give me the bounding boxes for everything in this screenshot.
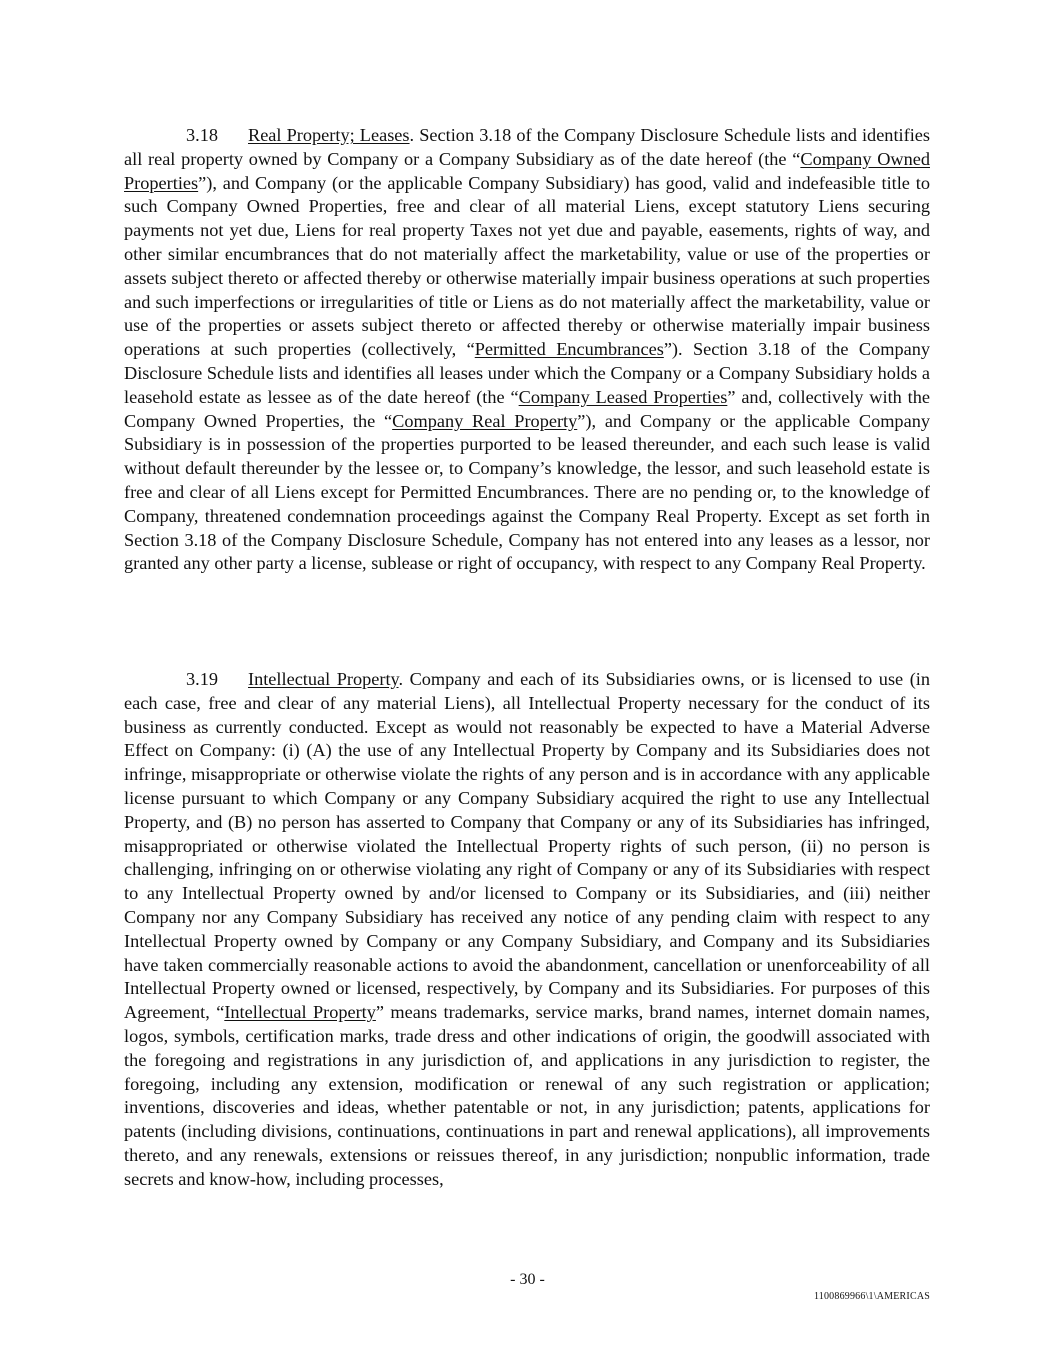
section-3-19 xyxy=(124,668,930,1192)
defined-term: Company Real Property xyxy=(392,410,578,431)
defined-term: Company Leased Properties xyxy=(518,386,728,407)
defined-term: Intellectual Property xyxy=(224,1002,376,1023)
section-number: 3.18 xyxy=(186,125,218,145)
section-text: ”). Section 3.18 of the Company Disclosure Schedule lists and identifies all leases under which the Company or a Company Subsidiary holds a leasehold estate as lessee as of the date hereof (the “ xyxy=(124,339,930,407)
section-text: ”), and Company (or the applicable Company Subsidiary) has good, valid and indefeasible title to such Company Owned Properties, free and clear of all material Liens, except statutory Liens securing payments not yet due, Liens for real property Taxes not yet due and payable, easements, rights of way, and other similar encumbrances that do not materially affect the marketability, value or use of the properties or assets subject thereto or affected thereby or otherwise materially impair business operations at such properties and such imperfections or irregularities of title or Liens as do not materially affect the marketability, value or use of the properties or assets subject thereto or affected thereby or otherwise materially impair business operations at such properties (collectively, “ xyxy=(124,172,930,360)
page-number: - 30 - xyxy=(510,1271,545,1288)
section-text: ” and, collectively with the Company Owned Properties, the “ xyxy=(124,386,930,431)
section-3-18 xyxy=(124,124,930,576)
section-text: ”), and Company or the applicable Company Subsidiary is in possession of the properties purported to be leased thereunder, and each such lease is valid without default thereunder by the lessee or, to Company’s knowledge, the lessor, and such leasehold estate is free and clear of all Liens except for Permitted Encumbrances. There are no pending or, to the knowledge of Company, threatened condemnation proceedings against the Company Real Property. Except as set forth in Section 3.18 of the Company Disclosure Schedule, Company has not entered into any leases as a lessor, nor granted any other party a license, sublease or right of occupancy, with respect to any Company Real Property. xyxy=(124,410,930,574)
defined-term: Company Owned Properties xyxy=(124,148,930,193)
section-text: . Company and each of its Subsidiaries owns, or is licensed to use (in each case, free and clear of any material Liens), all Intellectual Property necessary for the conduct of its business as currently conducted. Except as would not reasonably be expected to have a Material Adverse Effect on Company: (i) (A) the use of any Intellectual Property by Company and its Subsidiaries does not infringe, misappropriate or otherwise violate the rights of any person and is in accordance with any applicable license pursuant to which Company or any Company Subsidiary acquired the right to use any Intellectual Property, and (B) no person has asserted to Company that Company or any of its Subsidiaries has infringed, misappropriated or otherwise violated the Intellectual Property rights of such person, (ii) no person is challenging, infringing on or otherwise violating any right of Company or any of its Subsidiaries with respect to any Intellectual Property owned by and/or licensed to Company or its Subsidiaries, and (iii) neither Company nor any Company Subsidiary has received any notice of any pending claim with respect to any Intellectual Property owned by Company or any Company Subsidiary, and Company and its Subsidiaries have taken commercially reasonable actions to avoid the abandonment, cancellation or unenforceability of all Intellectual Property owned or licensed, respectively, by Company and its Subsidiaries. For purposes of this Agreement, “ xyxy=(124,669,930,1023)
section-text: . Section 3.18 of the Company Disclosure Schedule lists and identifies all real property owned by Company or a Company Subsidiary as of the date hereof (the “ xyxy=(124,125,930,169)
document-id: 1100869966\1\AMERICAS xyxy=(813,1291,930,1302)
defined-term: Permitted Encumbrances xyxy=(474,339,664,360)
section-heading: Intellectual Property xyxy=(248,669,399,689)
section-heading: Real Property; Leases xyxy=(248,125,410,145)
section-number: 3.19 xyxy=(186,669,218,689)
section-text: ” means trademarks, service marks, brand names, internet domain names, logos, symbols, certification marks, trade dress and other indications of origin, the goodwill associated with the foregoing and registrations in any jurisdiction of, and applications in any jurisdiction to register, the foregoing, including any extension, modification or renewal of any such registration or application; inventions, discoveries and ideas, whether patentable or not, in any jurisdiction; patents, applications for patents (including divisions, continuations, continuations in part and renewal applications), all improvements thereto, and any renewals, extensions or reissues thereof, in any jurisdiction; nonpublic information, trade secrets and know-how, including processes, xyxy=(124,1002,931,1189)
